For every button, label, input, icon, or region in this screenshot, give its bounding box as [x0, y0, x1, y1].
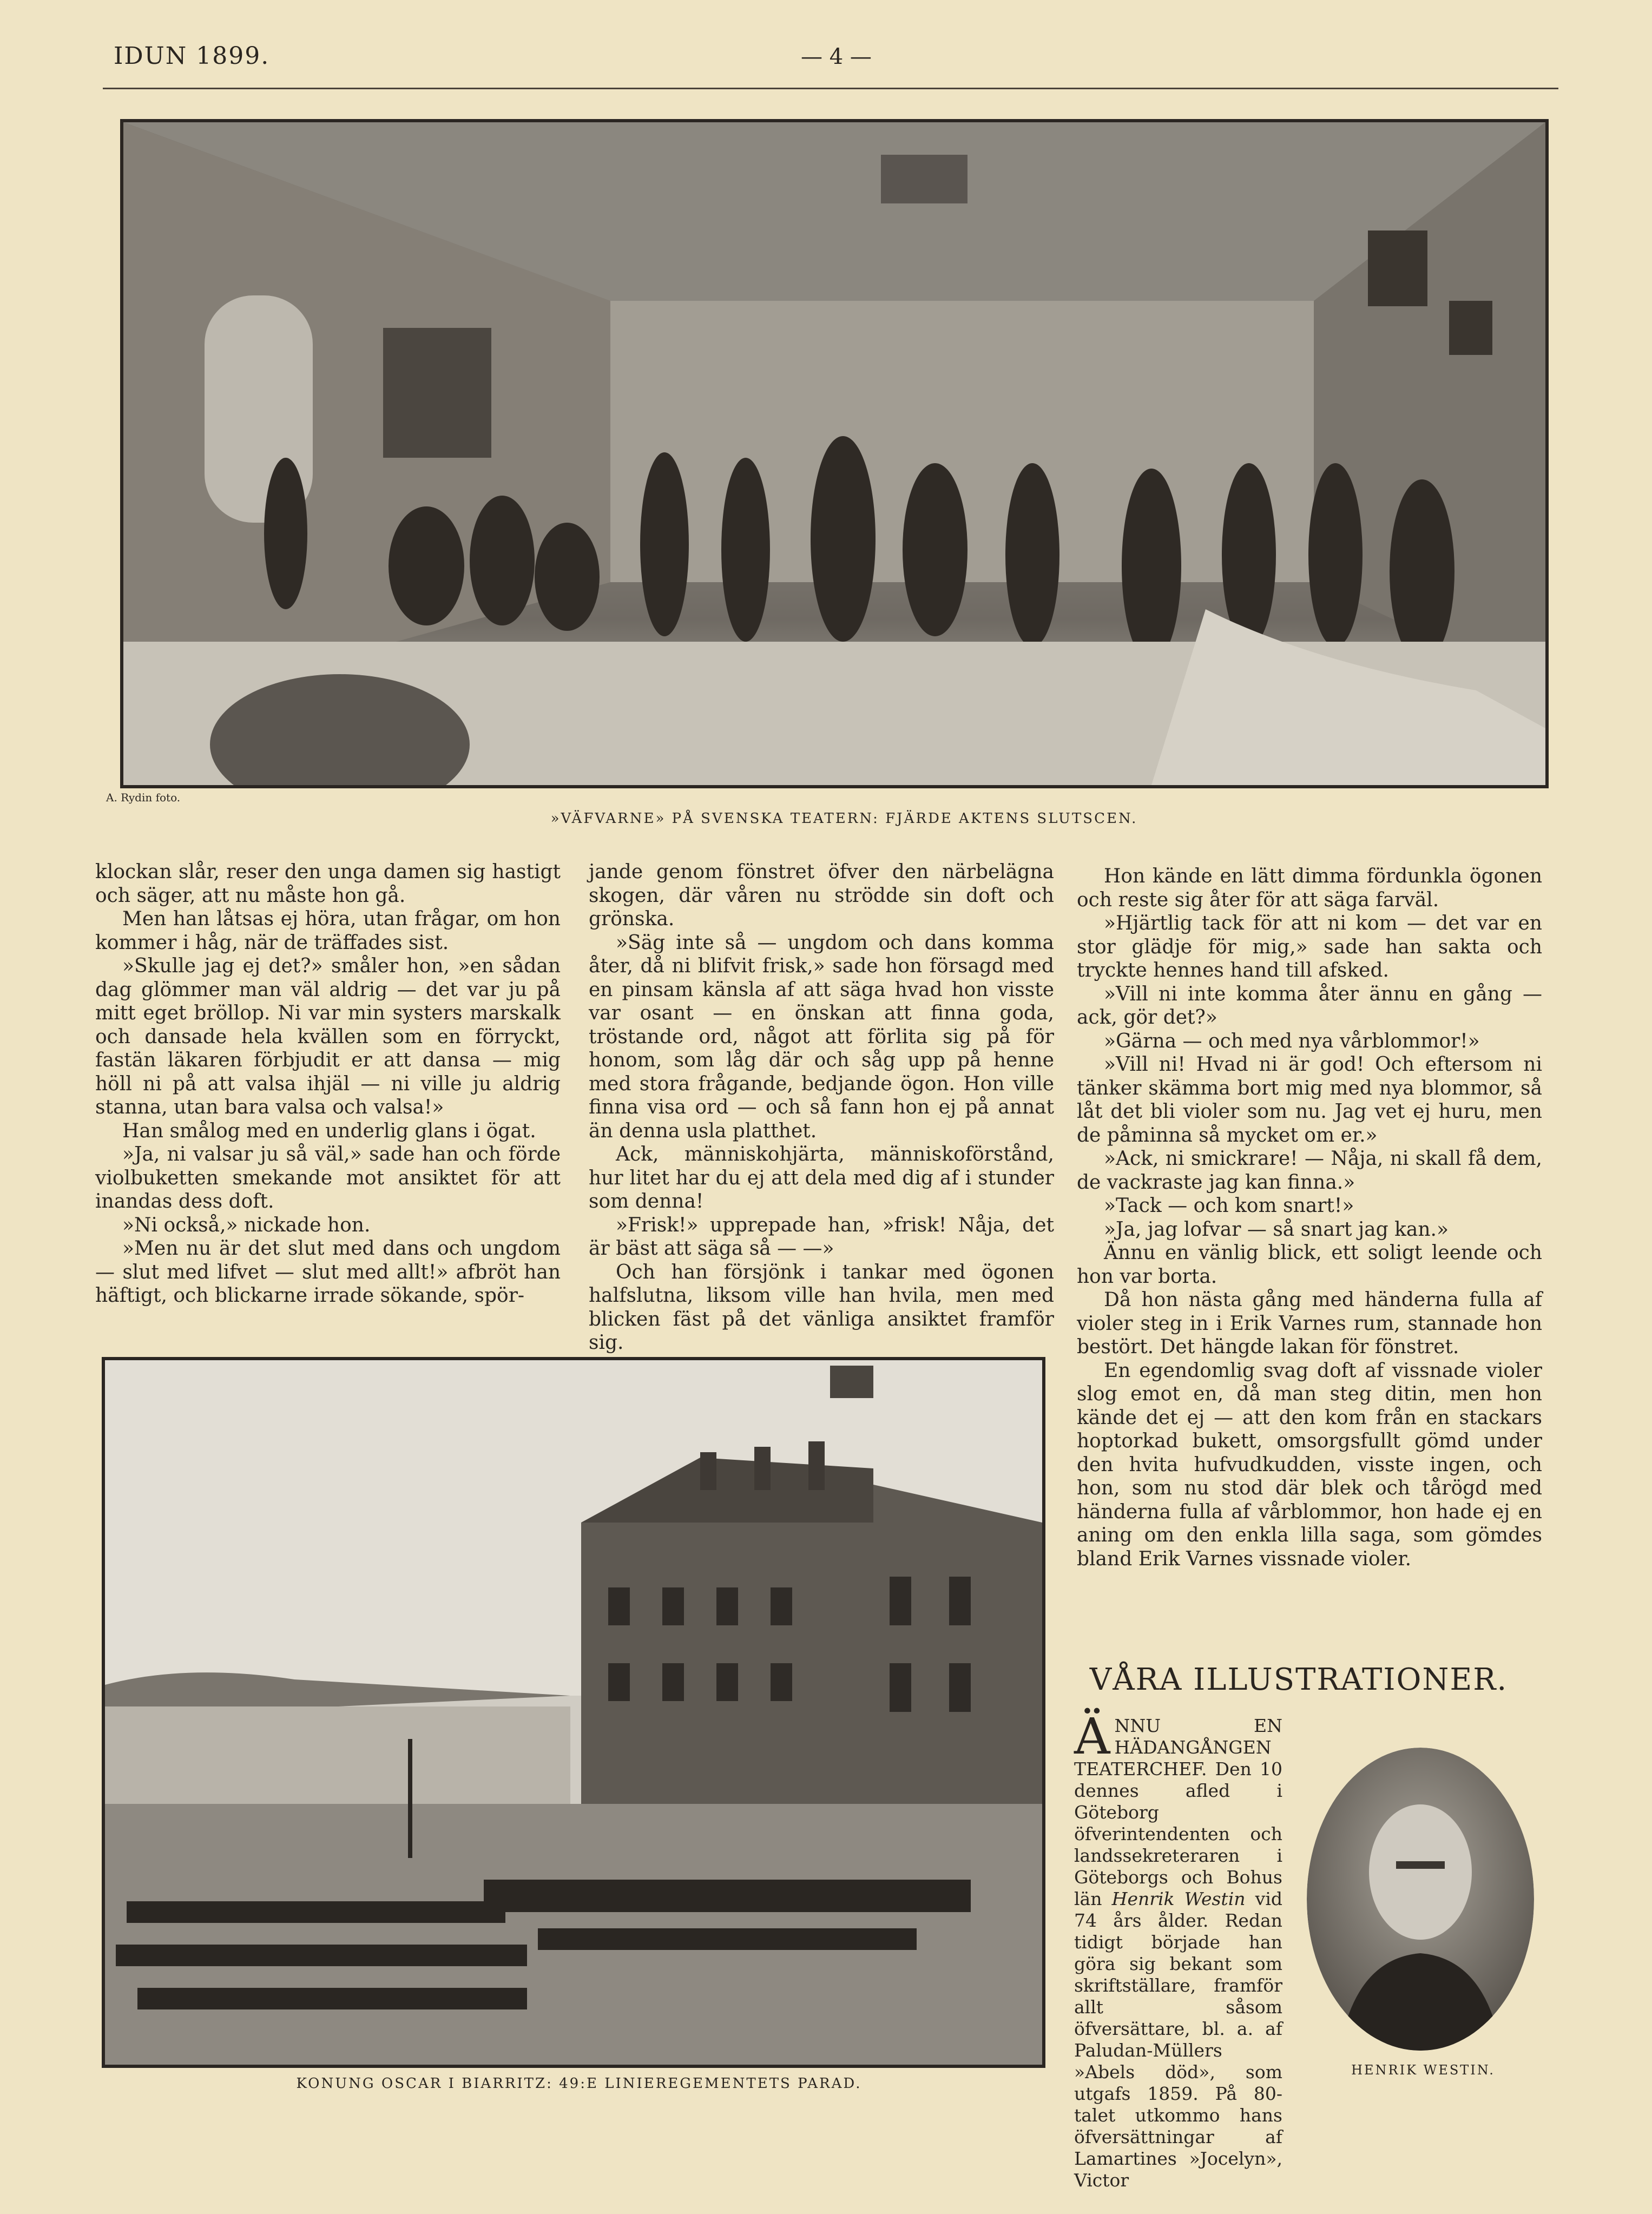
- paragraph: »Frisk!» upprepade han, »frisk! Nåja, det är bäst att säga så — —»: [589, 1214, 1054, 1260]
- paragraph: »Skulle jag ej det?» småler hon, »en sådan dag glömmer man väl aldrig — det var ju på mitt eget bröllop. Ni var min systers marskalk och dansade hela kvällen som en förryckt, fastän läkaren förbjudit er att dansa — mig höll ni på att valsa ihjäl — ni ville ju aldrig stanna, utan bara valsa och valsa!»: [95, 955, 561, 1118]
- paragraph: »Vill ni! Hvad ni är god! Och eftersom ni tänker skämma bort mig med nya blommor, så låt det bli violer som nu. Jag vet ej huru, men de påminna så mycket om er.»: [1077, 1053, 1542, 1146]
- illustrations-text: [1074, 1708, 1282, 2191]
- paragraph: »Ja, ni valsar ju så väl,» sade han och förde violbuketten smekande mot ansiktet för att inandas dess doft.: [95, 1143, 561, 1213]
- theatre-scene-photo: [120, 119, 1549, 788]
- story-column-3: [1077, 865, 1542, 1571]
- person-name: Henrik Westin: [1111, 1888, 1246, 1909]
- paragraph: En egendomlig svag doft af vissnade violer slog emot en, då man steg ditin, men hon kände det ej — att den kom från en stackars hoptorkad bukett, omsorgsfullt gömd under den hvita hufvudkudden, visste ingen, och hon, som nu stod där blek och tårögd med händerna fulla af vårblommor, hon hade ej en aning om den enkla lilla saga, som gömdes bland Erik Varnes vissnade violer.: [1077, 1359, 1542, 1570]
- paragraph: »Säg inte så — ungdom och dans komma åter, då ni blifvit frisk,» sade hon försagd med en pinsam känsla af att säga hvad hon visste var osant — en önskan att finna goda, tröstande ord, något att förlita sig på för honom, som låg där och såg upp på henne med stora frågande, bedjande ögon. Hon ville finna visa ord — och så fann hon ej på annat än denna usla platthet.: [589, 931, 1054, 1142]
- paragraph: klockan slår, reser den unga damen sig hastigt och säger, att nu måste hon gå.: [95, 861, 561, 907]
- paragraph: Ack, människohjärta, människoförstånd, hur litet har du ej att dela med dig af i stunder som denna!: [589, 1143, 1054, 1213]
- paragraph: Och han försjönk i tankar med ögonen halfslutna, liksom ville han hvila, men med blicken fäst på det vänliga ansiktet framför sig.: [589, 1261, 1054, 1354]
- section-title: VÅRA ILLUSTRATIONER.: [1089, 1662, 1508, 1697]
- illustrations-paragraph: [1074, 1708, 1282, 2191]
- body-text: vid 74 års ålder. Redan tidigt började han göra sig bekant som skriftställare, framför allt såsom öfversättare, bl. a. af Paludan-Müllers »Abels död», som utgafs 1859. På 80-talet utkommo hans öfversättningar af Lamartines »Jocelyn», Victor: [1074, 1888, 1282, 2191]
- paragraph: »Tack — och kom snart!»: [1104, 1195, 1354, 1217]
- page-number: — 4 —: [801, 44, 872, 69]
- paragraph: »Men nu är det slut med dans och ungdom — slut med lifvet — slut med allt!» afbröt han häftigt, och blickarne irrade sökande, spör-: [95, 1237, 561, 1307]
- story-column-1: [95, 860, 561, 1308]
- header-rule: [103, 88, 1558, 89]
- paragraph: »Ni också,» nickade hon.: [122, 1214, 371, 1236]
- biarritz-photo-caption: KONUNG OSCAR I BIARRITZ: 49:E LINIEREGEMENTETS PARAD.: [296, 2075, 862, 2092]
- paragraph: Då hon nästa gång med händerna fulla af violer steg in i Erik Varnes rum, stannade hon bestört. Det hängde lakan för fönstret.: [1077, 1289, 1542, 1358]
- paragraph: »Vill ni inte komma åter ännu en gång — ack, gör det?»: [1077, 983, 1542, 1029]
- biarritz-parade-photo: [102, 1357, 1045, 2068]
- paragraph: Hon kände en lätt dimma fördunkla ögonen och reste sig åter för att säga farväl.: [1077, 865, 1542, 911]
- theatre-photo-caption: »VÄFVARNE» PÅ SVENSKA TEATERN: FJÄRDE AKTENS SLUTSCEN.: [550, 811, 1138, 827]
- dropcap: Ä: [1074, 1708, 1110, 1765]
- running-header-title: IDUN 1899.: [114, 42, 270, 70]
- paragraph: Men han låtsas ej höra, utan frågar, om hon kommer i håg, när de träffades sist.: [95, 908, 561, 954]
- body-text: Den 10 dennes afled i Göteborg öfverintendenten och landssekreteraren i Göteborgs och Bohus län: [1074, 1758, 1282, 1909]
- story-column-2: [589, 860, 1054, 1355]
- paragraph: »Gärna — och med nya vårblommor!»: [1104, 1030, 1480, 1052]
- photo-credit: A. Rydin foto.: [106, 791, 181, 804]
- henrik-westin-portrait: [1307, 1748, 1534, 2051]
- paragraph: Ännu en vänlig blick, ett soligt leende och hon var borta.: [1077, 1242, 1542, 1288]
- paragraph: jande genom fönstret öfver den närbelägna skogen, där våren nu strödde sin doft och grönska.: [589, 861, 1054, 930]
- paragraph: »Ack, ni smickrare! — Nåja, ni skall få dem, de vackraste jag kan finna.»: [1077, 1148, 1542, 1194]
- paragraph: Han smålog med en underlig glans i ögat.: [122, 1119, 536, 1142]
- paragraph: »Ja, jag lofvar — så snart jag kan.»: [1104, 1218, 1449, 1241]
- portrait-caption: HENRIK WESTIN.: [1351, 2063, 1495, 2078]
- paragraph: »Hjärtlig tack för att ni kom — det var en stor glädje för mig,» sade han sakta och tryckte hennes hand till afsked.: [1077, 912, 1542, 981]
- lead-in: NNU EN HÄDANGÅNGEN TEATERCHEF.: [1074, 1715, 1282, 1780]
